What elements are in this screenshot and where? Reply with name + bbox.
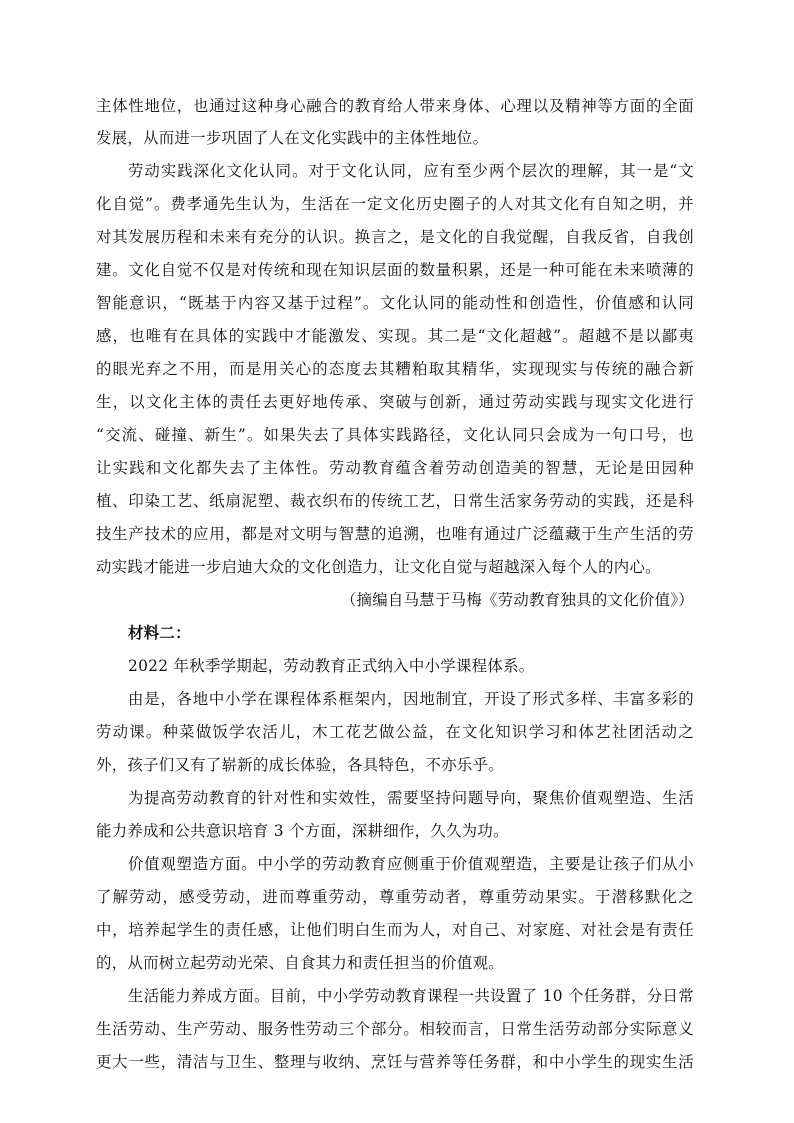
text-line: 主体性地位，也通过这种身心融合的教育给人带来身体、心理以及精神等方面的全面 [96,97,694,115]
text-line: 技生产技术的应用，都是对文明与智慧的追溯，也唯有通过广泛蕴藏于生产生活的劳 [96,525,694,543]
text-line: 生，以文化主体的责任去更好地传承、突破与创新，通过劳动实践与现实文化进行 [96,393,694,411]
paragraph-start-line: 劳动实践深化文化认同。对于文化认同，应有至少两个层次的理解，其一是“文 [128,162,694,180]
paragraph-start-line: 价值观塑造方面。中小学的劳动教育应侧重于价值观塑造，主要是让孩子们从小 [128,855,694,873]
paragraph-start-line: 2022 年秋季学期起，劳动教育正式纳入中小学课程体系。 [128,657,535,675]
text-line: 动实践才能进一步启迪大众的文化创造力，让文化自觉与超越深入每个人的内心。 [96,558,661,576]
source-citation: （摘编自马慧于马梅《劳动教育独具的文化价值》） [340,591,694,609]
text-line: 感，也唯有在具体的实践中才能激发、实现。其二是“文化超越”。超越不是以鄙夷 [96,327,694,345]
text-line: 生活劳动、生产劳动、服务性劳动三个部分。相较而言，日常生活劳动部分实际意义 [96,1020,694,1038]
text-line: “交流、碰撞、新生”。如果失去了具体实践路径，文化认同只会成为一句口号，也 [96,426,694,444]
text-line: 让实践和文化都失去了主体性。劳动教育蕴含着劳动创造美的智慧，无论是田园种 [96,459,694,477]
text-line: 化自觉”。费孝通先生认为，生活在一定文化历史圈子的人对其文化有自知之明，并 [96,195,694,213]
text-line: 劳动课。种菜做饭学农活儿，木工花艺做公益，在文化知识学习和体艺社团活动之 [96,723,694,741]
text-line: 发展，从而进一步巩固了人在文化实践中的主体性地位。 [96,129,489,147]
paragraph-start-line: 由是，各地中小学在课程体系框架内，因地制宜，开设了形式多样、丰富多彩的 [128,690,694,708]
text-line: 智能意识，“既基于内容又基于过程”。文化认同的能动性和创造性，价值感和认同 [96,294,694,312]
text-line: 中，培养起学生的责任感，让他们明白生而为人，对自己、对家庭、对社会是有责任 [96,921,694,939]
section-heading: 材料二： [128,624,191,642]
text-line: 建。文化自觉不仅是对传统和现在知识层面的数量积累，还是一种可能在未来喷薄的 [96,261,694,279]
text-line: 植、印染工艺、纸扇泥塑、裁衣织布的传统工艺，日常生活家务劳动的实践，还是科 [96,492,694,510]
text-line: 的，从而树立起劳动光荣、自食其力和责任担当的价值观。 [96,954,504,972]
text-line: 更大一些，清洁与卫生、整理与收纳、烹饪与营养等任务群，和中小学生的现实生活 [96,1053,694,1071]
paragraph-start-line: 为提高劳动教育的针对性和实效性，需要坚持问题导向，聚焦价值观塑造、生活 [128,789,694,807]
text-line: 的眼光弃之不用，而是用关心的态度去其糟粕取其精华，实现现实与传统的融合新 [96,360,694,378]
text-line: 外，孩子们又有了崭新的成长体验，各具特色，不亦乐乎。 [96,756,504,774]
text-line: 对其发展历程和未来有充分的认识。换言之，是文化的自我觉醒，自我反省，自我创 [96,228,694,246]
paragraph-start-line: 生活能力养成方面。目前，中小学劳动教育课程一共设置了 10 个任务群，分日常 [128,987,694,1005]
text-line: 能力养成和公共意识培育 3 个方面，深耕细作，久久为功。 [96,822,509,840]
text-line: 了解劳动，感受劳动，进而尊重劳动，尊重劳动者，尊重劳动果实。于潜移默化之 [96,888,694,906]
